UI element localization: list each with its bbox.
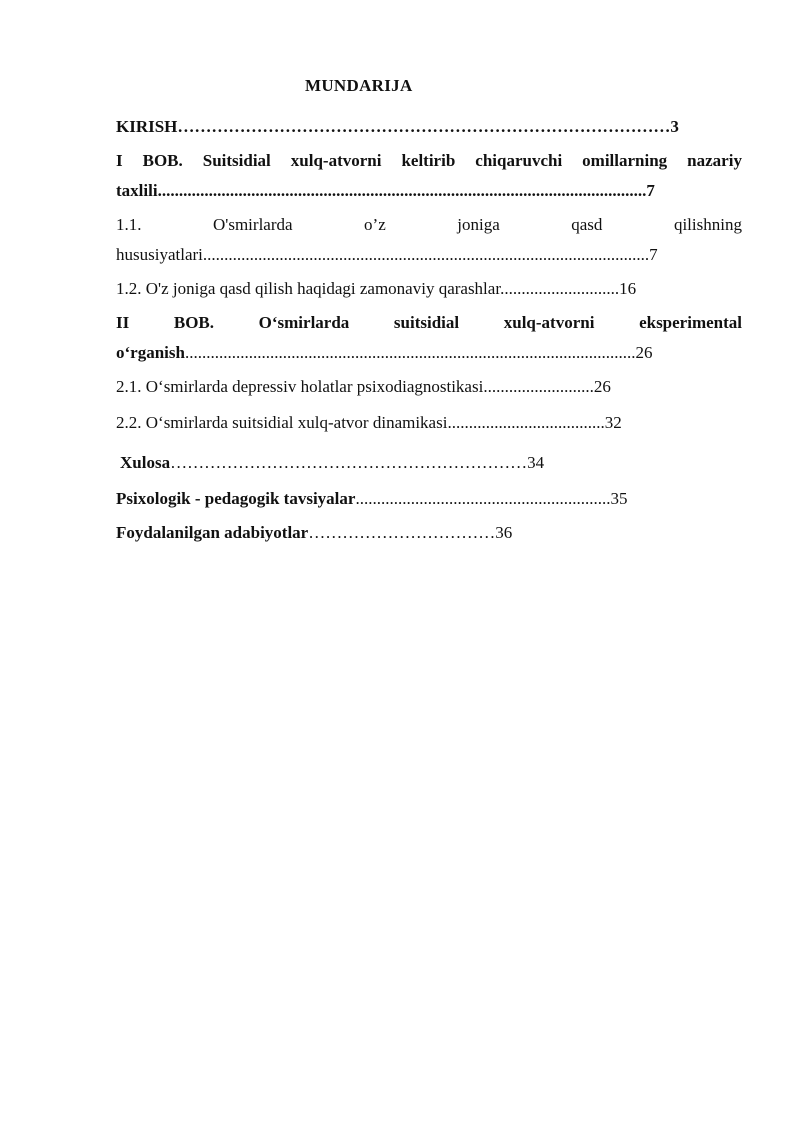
toc-word: nazariy	[687, 151, 742, 170]
toc-entry-kirish[interactable]	[116, 116, 679, 138]
toc-entry-1-1-line1[interactable]	[116, 214, 742, 236]
toc-word: chiqaruvchi	[475, 151, 563, 170]
toc-label: Xulosa	[120, 453, 171, 472]
toc-word: xulq-atvorni	[290, 151, 382, 170]
toc-label: 2.1. O‘smirlarda depressiv holatlar psixodiagnostikasi	[116, 377, 484, 396]
toc-word: BOB.	[173, 313, 215, 332]
toc-word: keltirib	[401, 151, 456, 170]
toc-word: Suitsidial	[202, 151, 271, 170]
toc-entry-bob2-line2[interactable]	[116, 342, 652, 364]
toc-entry-1-1-line2[interactable]	[116, 244, 658, 266]
toc-page: 26	[635, 343, 653, 362]
toc-word: BOB.	[142, 151, 183, 170]
toc-label: Foydalanilgan adabiyotlar	[116, 523, 309, 542]
toc-label: 2.2. O‘smirlarda suitsidial xulq-atvor dinamikasi	[116, 413, 448, 432]
toc-dots: .....................................	[447, 413, 605, 432]
toc-word: II	[116, 313, 130, 332]
toc-entry-1-2[interactable]	[116, 278, 636, 300]
toc-dots: ..........................	[483, 377, 594, 396]
toc-label: taxlili	[116, 181, 158, 200]
toc-word: xulq-atvorni	[503, 313, 595, 332]
toc-word: I	[116, 151, 123, 170]
toc-page: 7	[646, 181, 655, 200]
toc-dots: ……………………………	[308, 523, 496, 542]
toc-dots: .........................................................................................................	[202, 245, 650, 264]
toc-entry-tavsiyalar[interactable]	[116, 488, 627, 510]
toc-word: O'smirlarda	[213, 215, 293, 234]
toc-dots: ………………………………………………………	[170, 453, 528, 472]
toc-page: 34	[527, 453, 545, 472]
toc-entry-bob2-line1[interactable]	[116, 312, 742, 334]
toc-label: KIRISH	[116, 117, 178, 136]
page-title: MUNDARIJA	[305, 76, 413, 95]
toc-dots: ……………………………………………………………………………	[177, 117, 671, 136]
toc-page: 7	[649, 245, 658, 264]
toc-entry-bob1-line2[interactable]	[116, 180, 655, 202]
toc-label: hususiyatlari	[116, 245, 203, 264]
toc-label: Psixologik - pedagogik tavsiyalar	[116, 489, 356, 508]
toc-dots: ............................................................	[355, 489, 611, 508]
toc-word: qasd	[571, 215, 603, 234]
toc-entry-xulosa[interactable]	[120, 452, 544, 474]
toc-word: 1.1.	[116, 215, 142, 234]
toc-word: omillarning	[582, 151, 668, 170]
toc-entry-2-2[interactable]	[116, 412, 622, 434]
toc-word: qilishning	[673, 215, 742, 234]
toc-entry-bob1-line1[interactable]	[116, 150, 742, 172]
toc-page: 3	[670, 117, 679, 136]
toc-page: 16	[619, 279, 637, 298]
toc-word: o’z	[364, 215, 386, 234]
toc-page: 35	[610, 489, 628, 508]
toc-page: 26	[593, 377, 611, 396]
toc-dots: ..........................................................................................................	[184, 343, 636, 362]
toc-word: O‘smirlarda	[258, 313, 350, 332]
toc-entry-adabiyotlar[interactable]	[116, 522, 512, 544]
toc-label: 1.2. O'z joniga qasd qilish haqidagi zamonaviy qarashlar	[116, 279, 501, 298]
toc-word: eksperimental	[639, 313, 742, 332]
toc-dots: ............................	[500, 279, 620, 298]
toc-page: 36	[495, 523, 513, 542]
toc-page: 32	[604, 413, 622, 432]
toc-entry-2-1[interactable]	[116, 376, 611, 398]
toc-word: joniga	[457, 215, 500, 234]
toc-label: o‘rganish	[116, 343, 185, 362]
toc-word: suitsidial	[393, 313, 460, 332]
toc-dots: ...................................................................................................................	[157, 181, 647, 200]
